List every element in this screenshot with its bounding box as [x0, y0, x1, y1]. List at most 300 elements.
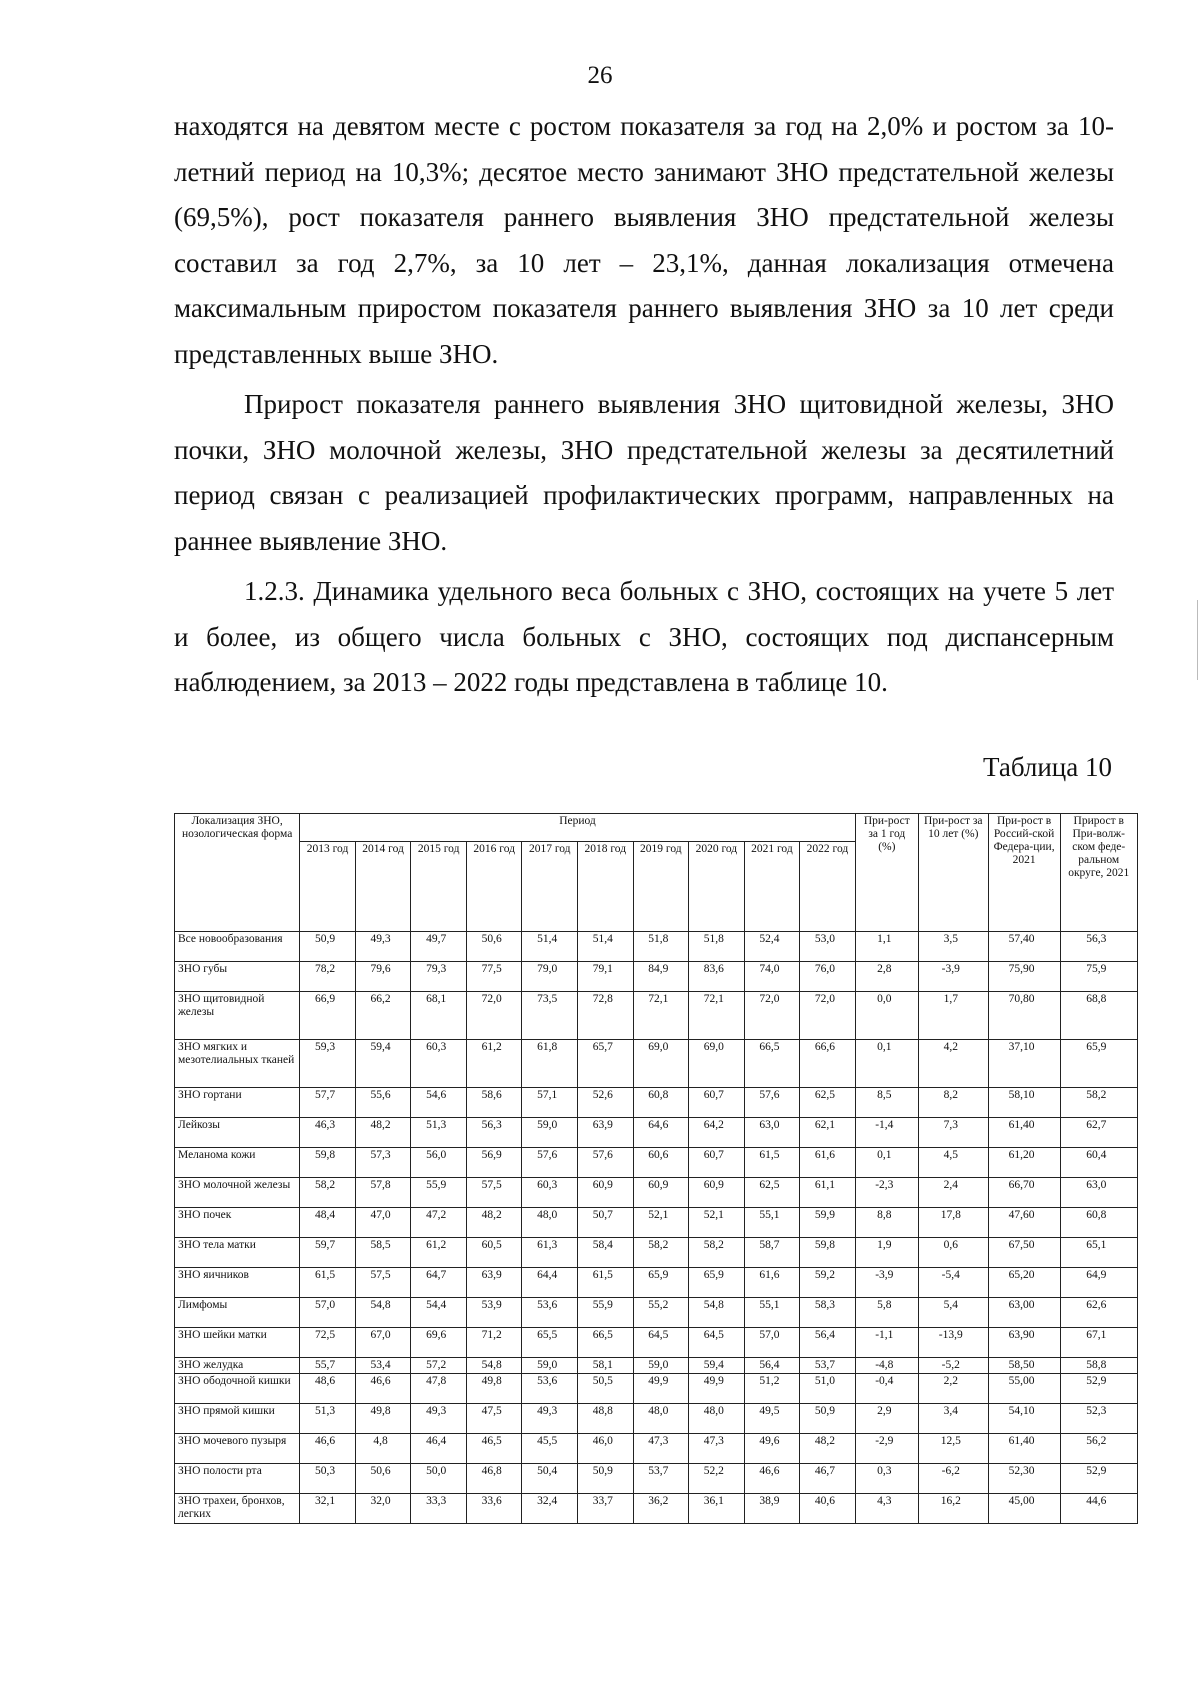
table-cell: 63,0 [744, 1118, 800, 1148]
table-cell: 55,9 [578, 1298, 634, 1328]
row-localization-name: ЗНО яичников [175, 1268, 300, 1298]
table-cell: -1,4 [855, 1118, 918, 1148]
table-row [175, 1040, 1138, 1088]
table-cell: 46,6 [355, 1374, 411, 1404]
table-cell: 64,6 [633, 1118, 689, 1148]
table-cell: 67,1 [1060, 1328, 1137, 1358]
table-cell: 65,7 [578, 1040, 634, 1088]
table-cell: 69,0 [689, 1040, 745, 1088]
table-cell: 72,0 [800, 992, 856, 1040]
table-cell: 59,9 [800, 1208, 856, 1238]
table-cell: 50,9 [800, 1404, 856, 1434]
table-row [175, 1148, 1138, 1178]
header-growth-pfo: Прирост в При-волж-ском феде-ральном округе, 2021 [1060, 814, 1137, 932]
table-cell: 61,20 [988, 1148, 1060, 1178]
table-cell: 72,8 [578, 992, 634, 1040]
table-cell: 12,5 [918, 1434, 988, 1464]
table-cell: -5,2 [918, 1358, 988, 1374]
table-cell: 79,6 [355, 962, 411, 992]
table-cell: 47,0 [355, 1208, 411, 1238]
table-cell: 57,6 [578, 1148, 634, 1178]
table-cell: 38,9 [744, 1494, 800, 1524]
table-cell: 65,1 [1060, 1238, 1137, 1268]
table-cell: 61,3 [522, 1238, 578, 1268]
table-row [175, 962, 1138, 992]
table-cell: -2,3 [855, 1178, 918, 1208]
table-cell: 58,4 [578, 1238, 634, 1268]
table-cell: 49,5 [744, 1404, 800, 1434]
table-cell: 56,4 [744, 1358, 800, 1374]
table-cell: 56,9 [466, 1148, 522, 1178]
table-cell: 50,0 [411, 1464, 467, 1494]
table-cell: 61,5 [300, 1268, 356, 1298]
table-cell: 72,0 [466, 992, 522, 1040]
table-cell: 57,7 [300, 1088, 356, 1118]
table-cell: -13,9 [918, 1328, 988, 1358]
table-cell: -5,4 [918, 1268, 988, 1298]
table-cell: 59,8 [800, 1238, 856, 1268]
table-cell: 53,7 [800, 1358, 856, 1374]
table-cell: 50,6 [355, 1464, 411, 1494]
table-cell: 0,6 [918, 1238, 988, 1268]
table-cell: 3,4 [918, 1404, 988, 1434]
header-year: 2015 год [411, 842, 467, 932]
table-cell: 68,1 [411, 992, 467, 1040]
table-cell: 2,9 [855, 1404, 918, 1434]
table-cell: 50,9 [578, 1464, 634, 1494]
table-cell: 52,1 [689, 1208, 745, 1238]
table-cell: 75,90 [988, 962, 1060, 992]
table-cell: 67,0 [355, 1328, 411, 1358]
table-cell: 58,2 [633, 1238, 689, 1268]
table-cell: 57,0 [300, 1298, 356, 1328]
table-cell: 48,0 [633, 1404, 689, 1434]
table-row [175, 1328, 1138, 1358]
table-cell: 54,8 [466, 1358, 522, 1374]
row-localization-name: Лимфомы [175, 1298, 300, 1328]
table-cell: 63,90 [988, 1328, 1060, 1358]
table-row [175, 1434, 1138, 1464]
header-year: 2021 год [744, 842, 800, 932]
table-cell: 72,0 [744, 992, 800, 1040]
table-body [175, 932, 1138, 1524]
table-cell: 52,6 [578, 1088, 634, 1118]
table-cell: 60,3 [411, 1040, 467, 1088]
header-period: Период [300, 814, 855, 842]
table-row [175, 1298, 1138, 1328]
table-cell: 55,2 [633, 1298, 689, 1328]
table-cell: 50,9 [300, 932, 356, 962]
table-cell: 50,4 [522, 1464, 578, 1494]
table-cell: 53,9 [466, 1298, 522, 1328]
table-cell: 59,3 [300, 1040, 356, 1088]
header-growth-rf: При-рост в Россий-ской Федера-ции, 2021 [988, 814, 1060, 932]
table-cell: 47,60 [988, 1208, 1060, 1238]
table-cell: 55,6 [355, 1088, 411, 1118]
table-cell: 56,0 [411, 1148, 467, 1178]
row-localization-name: ЗНО прямой кишки [175, 1404, 300, 1434]
table-cell: 61,6 [800, 1148, 856, 1178]
table-cell: 54,10 [988, 1404, 1060, 1434]
table-cell: 3,5 [918, 932, 988, 962]
header-year: 2018 год [578, 842, 634, 932]
table-cell: 46,8 [466, 1464, 522, 1494]
table-cell: 49,6 [744, 1434, 800, 1464]
table-cell: 50,3 [300, 1464, 356, 1494]
table-cell: 60,4 [1060, 1148, 1137, 1178]
table-cell: 77,5 [466, 962, 522, 992]
table-cell: 64,2 [689, 1118, 745, 1148]
page-number: 26 [587, 62, 613, 89]
table-cell: 48,8 [578, 1404, 634, 1434]
table-cell: 57,6 [522, 1148, 578, 1178]
table-cell: -3,9 [918, 962, 988, 992]
table-header [175, 814, 1138, 932]
table-cell: 51,3 [411, 1118, 467, 1148]
table-cell: 66,5 [578, 1328, 634, 1358]
table-cell: 62,6 [1060, 1298, 1137, 1328]
table-cell: 0,1 [855, 1040, 918, 1088]
table-cell: 64,4 [522, 1268, 578, 1298]
table-cell: 64,9 [1060, 1268, 1137, 1298]
table-row [175, 1494, 1138, 1524]
table-cell: 44,6 [1060, 1494, 1137, 1524]
scan-edge-mark [1197, 600, 1198, 680]
table-cell: 5,8 [855, 1298, 918, 1328]
table-cell: 58,2 [1060, 1088, 1137, 1118]
table-cell: 58,50 [988, 1358, 1060, 1374]
table-row [175, 1178, 1138, 1208]
row-localization-name: ЗНО почек [175, 1208, 300, 1238]
body-text [174, 104, 1114, 706]
table-row [175, 1238, 1138, 1268]
data-table [174, 813, 1138, 1524]
table-cell: 0,1 [855, 1148, 918, 1178]
table-cell: 60,9 [689, 1178, 745, 1208]
table-cell: 2,2 [918, 1374, 988, 1404]
table-cell: 37,10 [988, 1040, 1060, 1088]
table-cell: 49,7 [411, 932, 467, 962]
table-cell: 53,6 [522, 1298, 578, 1328]
table-cell: 66,5 [744, 1040, 800, 1088]
table-row [175, 1088, 1138, 1118]
row-localization-name: ЗНО губы [175, 962, 300, 992]
paragraph-continuation: находятся на девятом месте с ростом показателя за год на 2,0% и ростом за 10-летний период на 10,3%; десятое место занимают ЗНО предстательной железы (69,5%), рост показателя раннего выявления ЗНО предстательной железы составил за год 2,7%, за 10 лет – 23,1%, данная локализация отмечена максимальным приростом показателя раннего выявления ЗНО за 10 лет среди представленных выше ЗНО. [174, 111, 1114, 369]
table-cell: 33,7 [578, 1494, 634, 1524]
table-cell: 65,9 [689, 1268, 745, 1298]
table-cell: 49,3 [355, 932, 411, 962]
table-cell: 52,9 [1060, 1374, 1137, 1404]
row-localization-name: ЗНО щитовидной железы [175, 992, 300, 1040]
table-cell: 0,3 [855, 1464, 918, 1494]
row-localization-name: ЗНО молочной железы [175, 1178, 300, 1208]
table-cell: 46,3 [300, 1118, 356, 1148]
table-cell: 45,5 [522, 1434, 578, 1464]
table-cell: -6,2 [918, 1464, 988, 1494]
table-cell: 53,6 [522, 1374, 578, 1404]
table-cell: 0,0 [855, 992, 918, 1040]
table-cell: 47,3 [689, 1434, 745, 1464]
table-cell: 62,1 [800, 1118, 856, 1148]
paragraph-section-1-2-3: 1.2.3. Динамика удельного веса больных с ЗНО, состоящих на учете 5 лет и более, из общего числа больных с ЗНО, состоящих под диспансерным наблюдением, за 2013 – 2022 годы представлена в таблице 10. [174, 576, 1114, 697]
row-localization-name: Меланома кожи [175, 1148, 300, 1178]
table-cell: 55,1 [744, 1208, 800, 1238]
table-cell: 61,8 [522, 1040, 578, 1088]
table-cell: 63,0 [1060, 1178, 1137, 1208]
table-cell: 60,7 [689, 1148, 745, 1178]
table-cell: 51,0 [800, 1374, 856, 1404]
table-cell: 72,5 [300, 1328, 356, 1358]
table-cell: 62,5 [800, 1088, 856, 1118]
table-cell: 79,0 [522, 962, 578, 992]
table-cell: 83,6 [689, 962, 745, 992]
table-cell: 53,4 [355, 1358, 411, 1374]
table-cell: 48,0 [689, 1404, 745, 1434]
table-cell: 49,8 [466, 1374, 522, 1404]
table-cell: 58,2 [689, 1238, 745, 1268]
row-localization-name: ЗНО полости рта [175, 1464, 300, 1494]
table-cell: 71,2 [466, 1328, 522, 1358]
table-cell: -1,1 [855, 1328, 918, 1358]
table-cell: 48,6 [300, 1374, 356, 1404]
table-cell: 57,0 [744, 1328, 800, 1358]
table-row [175, 1358, 1138, 1374]
table-cell: 58,6 [466, 1088, 522, 1118]
table-cell: 55,00 [988, 1374, 1060, 1404]
table-cell: 33,3 [411, 1494, 467, 1524]
table-cell: 57,5 [466, 1178, 522, 1208]
table-cell: 52,30 [988, 1464, 1060, 1494]
table-cell: 32,1 [300, 1494, 356, 1524]
table-cell: 75,9 [1060, 962, 1137, 992]
table-cell: 53,7 [633, 1464, 689, 1494]
table-cell: 58,1 [578, 1358, 634, 1374]
header-year: 2013 год [300, 842, 356, 932]
table-cell: 72,1 [689, 992, 745, 1040]
table-cell: 52,4 [744, 932, 800, 962]
table-cell: 60,9 [633, 1178, 689, 1208]
table-cell: 60,8 [633, 1088, 689, 1118]
table-cell: 49,8 [355, 1404, 411, 1434]
header-year: 2020 год [689, 842, 745, 932]
table-caption: Таблица 10 [983, 752, 1112, 782]
table-cell: 58,8 [1060, 1358, 1137, 1374]
table-cell: 52,3 [1060, 1404, 1137, 1434]
row-localization-name: ЗНО трахеи, бронхов, легких [175, 1494, 300, 1524]
table-cell: 52,9 [1060, 1464, 1137, 1494]
table-cell: 57,1 [522, 1088, 578, 1118]
table-cell: 84,9 [633, 962, 689, 992]
table-cell: 52,1 [633, 1208, 689, 1238]
table-cell: 8,2 [918, 1088, 988, 1118]
table-cell: 1,9 [855, 1238, 918, 1268]
row-localization-name: Все новообразования [175, 932, 300, 962]
table-cell: 62,7 [1060, 1118, 1137, 1148]
table-cell: 54,8 [355, 1298, 411, 1328]
table-cell: 61,2 [411, 1238, 467, 1268]
table-cell: 73,5 [522, 992, 578, 1040]
table-cell: 55,7 [300, 1358, 356, 1374]
table-cell: 59,4 [689, 1358, 745, 1374]
table-cell: -4,8 [855, 1358, 918, 1374]
table-cell: 17,8 [918, 1208, 988, 1238]
table-cell: 48,2 [466, 1208, 522, 1238]
table-cell: 2,4 [918, 1178, 988, 1208]
table-cell: 61,2 [466, 1040, 522, 1088]
table-cell: 56,3 [1060, 932, 1137, 962]
table-row [175, 932, 1138, 962]
table-cell: 36,2 [633, 1494, 689, 1524]
table-cell: 8,5 [855, 1088, 918, 1118]
table-cell: 68,8 [1060, 992, 1137, 1040]
table-cell: 4,3 [855, 1494, 918, 1524]
table-cell: 16,2 [918, 1494, 988, 1524]
table-cell: 60,9 [578, 1178, 634, 1208]
table-cell: 47,5 [466, 1404, 522, 1434]
table-cell: 78,2 [300, 962, 356, 992]
table-cell: 54,8 [689, 1298, 745, 1328]
table-cell: 67,50 [988, 1238, 1060, 1268]
table-cell: 58,7 [744, 1238, 800, 1268]
table-cell: 40,6 [800, 1494, 856, 1524]
row-localization-name: ЗНО шейки матки [175, 1328, 300, 1358]
table-cell: 32,0 [355, 1494, 411, 1524]
table-cell: 50,5 [578, 1374, 634, 1404]
table-cell: 48,2 [800, 1434, 856, 1464]
table-cell: 64,5 [689, 1328, 745, 1358]
table-row [175, 1208, 1138, 1238]
table-cell: 5,4 [918, 1298, 988, 1328]
table-cell: 70,80 [988, 992, 1060, 1040]
table-cell: 59,0 [522, 1358, 578, 1374]
table-cell: 61,40 [988, 1118, 1060, 1148]
table-cell: 46,5 [466, 1434, 522, 1464]
table-cell: -3,9 [855, 1268, 918, 1298]
row-localization-name: ЗНО гортани [175, 1088, 300, 1118]
table-cell: 63,00 [988, 1298, 1060, 1328]
table-cell: 33,6 [466, 1494, 522, 1524]
header-year: 2014 год [355, 842, 411, 932]
table-cell: 48,2 [355, 1118, 411, 1148]
table-cell: 59,8 [300, 1148, 356, 1178]
table-cell: 48,4 [300, 1208, 356, 1238]
table-cell: 45,00 [988, 1494, 1060, 1524]
table-cell: 7,3 [918, 1118, 988, 1148]
row-localization-name: ЗНО мочевого пузыря [175, 1434, 300, 1464]
table-cell: 36,1 [689, 1494, 745, 1524]
table-cell: 57,3 [355, 1148, 411, 1178]
table-cell: 61,5 [744, 1148, 800, 1178]
table-cell: 57,6 [744, 1088, 800, 1118]
table-cell: 63,9 [466, 1268, 522, 1298]
table-cell: 46,4 [411, 1434, 467, 1464]
table-cell: 65,9 [633, 1268, 689, 1298]
table-cell: 60,6 [633, 1148, 689, 1178]
table-cell: -0,4 [855, 1374, 918, 1404]
paragraph-growth-programs: Прирост показателя раннего выявления ЗНО щитовидной железы, ЗНО почки, ЗНО молочной железы, ЗНО предстательной железы за десятилетний период связан с реализацией профилактических программ, направленных на раннее выявление ЗНО. [174, 389, 1114, 556]
row-localization-name: ЗНО мягких и мезотелиальных тканей [175, 1040, 300, 1088]
table-cell: 49,9 [689, 1374, 745, 1404]
row-localization-name: ЗНО желудка [175, 1358, 300, 1374]
table-cell: 59,4 [355, 1040, 411, 1088]
table-cell: 4,2 [918, 1040, 988, 1088]
header-year: 2019 год [633, 842, 689, 932]
table-row [175, 1464, 1138, 1494]
table-row [175, 1118, 1138, 1148]
table-cell: 66,70 [988, 1178, 1060, 1208]
table-cell: 72,1 [633, 992, 689, 1040]
header-year: 2016 год [466, 842, 522, 932]
header-year: 2017 год [522, 842, 578, 932]
table-cell: 74,0 [744, 962, 800, 992]
table-cell: 46,6 [300, 1434, 356, 1464]
table-cell: 32,4 [522, 1494, 578, 1524]
table-cell: 69,0 [633, 1040, 689, 1088]
table-cell: 51,3 [300, 1404, 356, 1434]
table-cell: 54,6 [411, 1088, 467, 1118]
table-cell: 60,8 [1060, 1208, 1137, 1238]
table-cell: 59,2 [800, 1268, 856, 1298]
table-cell: 51,2 [744, 1374, 800, 1404]
row-localization-name: ЗНО ободочной кишки [175, 1374, 300, 1404]
table-row [175, 992, 1138, 1040]
table-cell: 66,6 [800, 1040, 856, 1088]
table-cell: 4,5 [918, 1148, 988, 1178]
table-cell: 57,40 [988, 932, 1060, 962]
table-cell: 76,0 [800, 962, 856, 992]
table-cell: 47,2 [411, 1208, 467, 1238]
table-cell: 1,7 [918, 992, 988, 1040]
row-localization-name: Лейкозы [175, 1118, 300, 1148]
table-cell: -2,9 [855, 1434, 918, 1464]
table-cell: 60,3 [522, 1178, 578, 1208]
table-cell: 57,8 [355, 1178, 411, 1208]
table-cell: 59,7 [300, 1238, 356, 1268]
table-cell: 61,5 [578, 1268, 634, 1298]
table-cell: 57,2 [411, 1358, 467, 1374]
table-cell: 61,6 [744, 1268, 800, 1298]
table-cell: 61,1 [800, 1178, 856, 1208]
table-cell: 55,9 [411, 1178, 467, 1208]
table-cell: 65,20 [988, 1268, 1060, 1298]
table-cell: 64,7 [411, 1268, 467, 1298]
header-growth-1y: При-рост за 1 год (%) [855, 814, 918, 932]
table-cell: 49,9 [633, 1374, 689, 1404]
table-cell: 2,8 [855, 962, 918, 992]
table-row [175, 1404, 1138, 1434]
table-cell: 46,6 [744, 1464, 800, 1494]
table-cell: 58,10 [988, 1088, 1060, 1118]
table-cell: 51,4 [522, 932, 578, 962]
table-cell: 58,3 [800, 1298, 856, 1328]
table-cell: 58,5 [355, 1238, 411, 1268]
table-cell: 46,0 [578, 1434, 634, 1464]
table-cell: 59,0 [522, 1118, 578, 1148]
table-cell: 8,8 [855, 1208, 918, 1238]
table-cell: 53,0 [800, 932, 856, 962]
table-cell: 65,5 [522, 1328, 578, 1358]
table-cell: 66,9 [300, 992, 356, 1040]
table-cell: 56,2 [1060, 1434, 1137, 1464]
table-cell: 62,5 [744, 1178, 800, 1208]
table-cell: 1,1 [855, 932, 918, 962]
table-cell: 49,3 [522, 1404, 578, 1434]
table-cell: 51,4 [578, 932, 634, 962]
table-cell: 60,7 [689, 1088, 745, 1118]
table-cell: 51,8 [633, 932, 689, 962]
table-cell: 61,40 [988, 1434, 1060, 1464]
header-year: 2022 год [800, 842, 856, 932]
